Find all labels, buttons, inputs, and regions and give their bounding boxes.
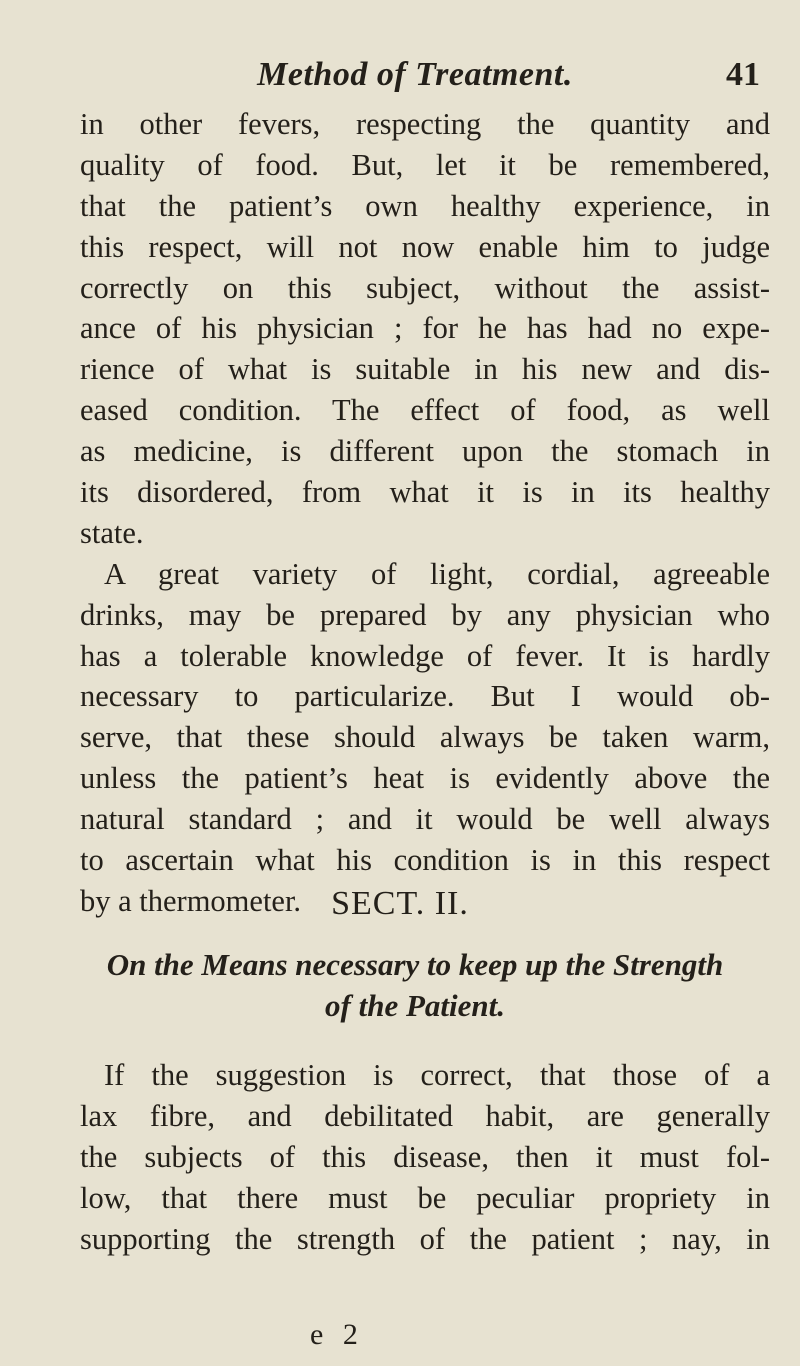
text-line: this respect, will not now enable him to judge (80, 229, 770, 264)
text-line: low, that there must be peculiar propriety in (80, 1180, 770, 1215)
running-head (70, 56, 760, 100)
running-title: Method of Treatment. (257, 56, 573, 93)
text-line: A great variety of light, cordial, agreeable (104, 556, 770, 591)
text-line: state. (80, 515, 144, 550)
text-line: rience of what is suitable in his new and dis- (80, 352, 770, 387)
signature-mark: e 2 (310, 1318, 364, 1351)
text-line: has a tolerable knowledge of fever. It is hardly (80, 638, 770, 673)
page-number: 41 (726, 56, 760, 93)
main-text (80, 104, 770, 922)
text-line: serve, that these should always be taken warm, (80, 720, 770, 755)
text-line: correctly on this subject, without the assist- (80, 270, 770, 305)
text-line: in other fevers, respecting the quantity and (80, 107, 770, 141)
main-text-2 (80, 1055, 770, 1259)
text-line: natural standard ; and it would be well always (80, 802, 770, 837)
section-subtitle-line: of the Patient. (325, 988, 505, 1023)
text-line: by a thermometer. (80, 883, 302, 918)
text-line: necessary to particularize. But I would ob- (80, 679, 770, 714)
text-line: drinks, may be prepared by any physician who (80, 597, 770, 632)
text-line: unless the patient’s heat is evidently above the (80, 761, 770, 796)
text-line: eased condition. The effect of food, as well (80, 393, 770, 428)
text-line: that the patient’s own healthy experience, in (80, 188, 770, 223)
section-subtitle (70, 944, 760, 1026)
text-line: If the suggestion is correct, that those of a (104, 1058, 770, 1092)
section-subtitle-line: On the Means necessary to keep up the Strength (106, 947, 724, 982)
text-line: lax fibre, and debilitated habit, are generally (80, 1098, 770, 1133)
section-heading: SECT. II. (331, 885, 469, 922)
text-line: the subjects of this disease, then it must fol- (80, 1139, 770, 1174)
text-line: to ascertain what his condition is in this respect (80, 843, 770, 878)
text-line: ance of his physician ; for he has had no expe- (80, 311, 770, 346)
text-line: as medicine, is different upon the stomach in (80, 434, 770, 469)
text-line: its disordered, from what it is in its healthy (80, 475, 770, 510)
text-line: supporting the strength of the patient ; nay, in (80, 1221, 770, 1256)
text-line: quality of food. But, let it be remembered, (80, 147, 770, 182)
